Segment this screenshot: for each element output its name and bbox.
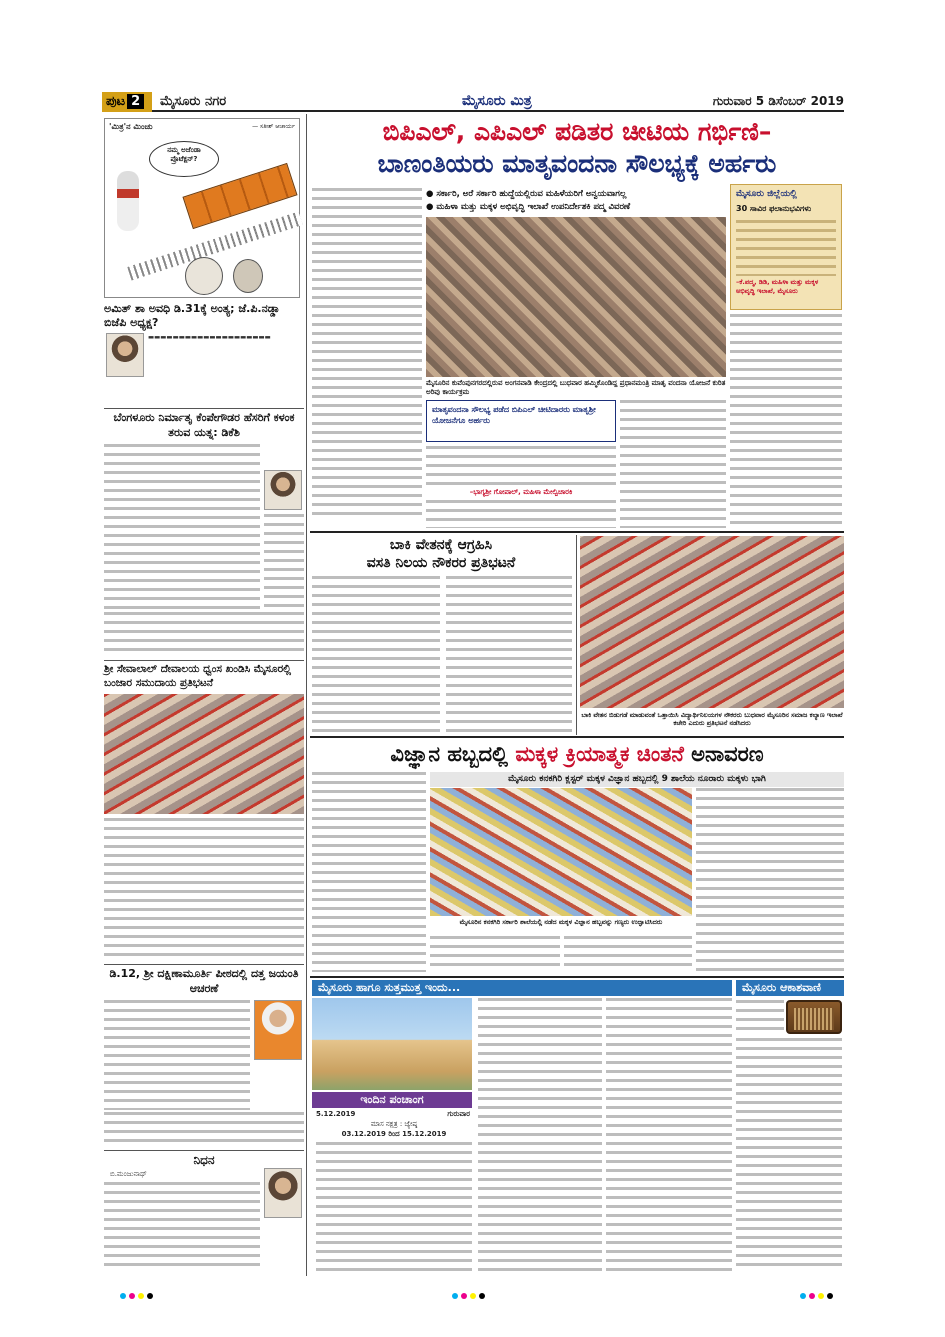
science-photo-caption: ಮೈಸೂರಿನ ಕನಕಗಿರಿ ಸರ್ಕಾರಿ ಶಾಲೆಯಲ್ಲಿ ನಡೆದ ಮಕ್ಕಳ ವಿಜ್ಞಾನ ಹಬ್ಬವನ್ನು ಗಣ್ಯರು ಉದ್ಘಾಟಿಸಿದರು [459, 918, 663, 926]
obituary-heading: ನಿಧನ [193, 1153, 215, 1167]
quote-box-text: 30 ಸಾವಿರ ಫಲಾನುಭವಿಗಳು [736, 204, 812, 213]
story-body [264, 514, 304, 612]
divider [104, 1150, 304, 1151]
lead-headline-line2: ಬಾಣಂತಿಯರು ಮಾತೃವಂದನಾ ಸೌಲಭ್ಯಕ್ಕೆ ಅರ್ಹರು [377, 149, 777, 178]
obituary-photo [264, 1168, 302, 1218]
registration-dots [452, 1284, 488, 1303]
science-fest-photo [430, 788, 692, 916]
story-headline: ಡಿ.12, ಶ್ರೀ ದಕ್ಷಿಣಾಮೂರ್ತಿ ಪೀಠದಲ್ಲಿ ದತ್ತ ಜಯಂತಿ ಆಚರಣೆ [109, 967, 299, 995]
protest-body-col2 [446, 576, 572, 732]
lead-body-col3 [620, 400, 726, 528]
panchanga-heading: ಇಂದಿನ ಪಂಚಾಂಗ [312, 1092, 472, 1108]
events-heading: ಮೈಸೂರು ಹಾಗೂ ಸುತ್ತಮುತ್ತ ಇಂದು... [312, 980, 732, 996]
inner-quote-title: ಮಾತೃವಂದನಾ ಸೌಲಭ್ಯ ಪಡೆದ ಬಿಪಿಎಲ್ ಚೀಟಿದಾರರು ಮಾತೃಶ್ರೀ ಯೋಜನೆಗೂ ಅರ್ಹರು [432, 405, 596, 425]
divider [104, 408, 304, 409]
section-name: ಮೈಸೂರು ನಗರ [160, 94, 227, 109]
science-headline-part3: ಅನಾವರಣ [683, 742, 764, 766]
quote-box-attribution: –ಕೆ.ಪದ್ಮ, ಡಿಡಿ, ಮಹಿಳಾ ಮತ್ತು ಮಕ್ಕಳ ಅಭಿವೃದ್ಧಿ ಇಲಾಖೆ, ಮೈಸೂರು [736, 278, 819, 295]
science-headline-part1: ವಿಜ್ಞಾನ ಹಬ್ಬದಲ್ಲಿ [390, 742, 516, 766]
science-body [430, 936, 560, 972]
lead-headline-line1: ಬಿಪಿಎಲ್, ಎಪಿಎಲ್ ಪಡಿತರ ಚೀಟಿಯ ಗರ್ಭಿಣಿ– [382, 117, 772, 146]
inner-quote-box [426, 400, 616, 442]
science-body-col1 [312, 772, 426, 972]
cartoon-title: 'ಮಿತ್ರ'ನ ಮಿಂಚು [109, 122, 153, 131]
panchanga-date: 5.12.2019 [316, 1110, 356, 1118]
lead-body-col4 [730, 314, 842, 528]
column-divider [306, 114, 307, 1276]
figure-drawing [233, 259, 263, 293]
page-label: ಪುಟ [106, 94, 126, 109]
figure-drawing [117, 171, 139, 231]
registration-dots [800, 1284, 836, 1303]
panchanga-month: ಮಾಸ ನಕ್ಷತ್ರ : ಜ್ಯೇಷ್ಠ [370, 1120, 418, 1128]
divider [104, 660, 304, 661]
page-badge [102, 92, 152, 112]
lead-bullet-1-text: ಸರ್ಕಾರಿ, ಅರೆ ಸರ್ಕಾರಿ ಹುದ್ದೆಯಲ್ಲಿರುವ ಮಹಿಳೆಯರಿಗೆ ಅನ್ವಯವಾಗಲ್ಲ [436, 189, 627, 199]
column-divider [576, 535, 577, 735]
mysore-palace-photo [312, 998, 472, 1090]
masthead [102, 92, 844, 112]
lead-bullet-2: ● ಮಹಿಳಾ ಮತ್ತು ಮಕ್ಕಳ ಅಭಿವೃದ್ಧಿ ಇಲಾಖೆ ಉಪನಿರ್ದೇಶಕಿ ಪದ್ಮ ವಿವರಣೆ [426, 202, 631, 212]
story-body [104, 612, 304, 656]
divider [104, 964, 304, 965]
story-headline: ಅಮಿತ್ ಶಾ ಅವಧಿ ಡಿ.31ಕ್ಕೆ ಅಂತ್ಯ; ಜೆ.ಪಿ.ನಡ್ಡಾ ಬಿಜೆಪಿ ಅಧ್ಯಕ್ಷ? [104, 302, 280, 329]
lead-body [426, 500, 616, 528]
story-body [104, 444, 260, 612]
events-body-col3 [606, 998, 732, 1272]
science-headline-part2: ಮಕ್ಕಳ ಕ್ರಿಯಾತ್ಮಕ ಚಿಂತನೆ [515, 742, 684, 766]
events-body-col2 [478, 998, 602, 1272]
lead-bullet-1: ● ಸರ್ಕಾರಿ, ಅರೆ ಸರ್ಕಾರಿ ಹುದ್ದೆಯಲ್ಲಿರುವ ಮಹಿಳೆಯರಿಗೆ ಅನ್ವಯವಾಗಲ್ಲ [426, 189, 627, 199]
story-headline: ಶ್ರೀ ಸೇವಾಲಾಲ್ ದೇವಾಲಯ ಧ್ವಂಸ ಖಂಡಿಸಿ ಮೈಸೂರಲ್ಲಿ ಬಂಜಾರ ಸಮುದಾಯ ಪ್ರತಿಭಟನೆ [104, 663, 292, 689]
protest-body-col1 [312, 576, 440, 732]
radio-heading: ಮೈಸೂರು ಆಕಾಶವಾಣಿ [736, 980, 844, 996]
swamiji-photo [254, 1000, 302, 1060]
cartoon-speech-bubble: ನಮ್ಮ ಅಜೆಂಡಾ ಪ್ರೊಟೆಕ್ಷನ್? [149, 141, 219, 177]
story-body: ▬▬▬▬▬▬▬▬▬▬▬▬▬▬▬▬▬▬▬▬ [148, 333, 271, 341]
protest-headline [310, 536, 572, 572]
anganwadi-event-photo [426, 217, 726, 377]
radio-schedule [736, 1000, 784, 1034]
portrait-photo [264, 470, 302, 510]
story-headline: ಬೆಂಗಳೂರು ನಿರ್ಮಾತೃ ಕೆಂಪೇಗೌಡರ ಹೆಸರಿಗೆ ಕಳಂಕ ತರುವ ಯತ್ನ: ಡಿಕೆಶಿ [113, 411, 295, 439]
lead-body-col1 [312, 188, 422, 516]
radio-grill [794, 1008, 834, 1030]
figure-drawing [185, 257, 223, 295]
inner-quote-attribution: –ಭಾಗ್ಯಶ್ರೀ ಗೋಪಾಲ್, ಮಹಿಳಾ ಮೇಲ್ವಿಚಾರಕಿ [469, 488, 573, 496]
radio-icon [786, 1000, 842, 1034]
registration-dots [120, 1284, 156, 1303]
lead-photo-caption: ಮೈಸೂರಿನ ಕುವೆಂಪುನಗರದಲ್ಲಿರುವ ಅಂಗನವಾಡಿ ಕೇಂದ್ರದಲ್ಲಿ ಬುಧವಾರ ಹಮ್ಮಿಕೊಂಡಿದ್ದ ಪ್ರಧಾನಮಂತ್ರಿ ಮಾತೃ ವಂದನಾ ಯೋಜನೆ ಕುರಿತ ಅರಿವು ಕಾರ್ಯಕ್ರಮ [426, 379, 726, 396]
inner-quote-body [426, 446, 616, 486]
divider [310, 736, 844, 738]
lead-bullet-2-text: ಮಹಿಳಾ ಮತ್ತು ಮಕ್ಕಳ ಅಭಿವೃದ್ಧಿ ಇಲಾಖೆ ಉಪನಿರ್ದೇಶಕಿ ಪದ್ಮ ವಿವರಣೆ [436, 202, 631, 212]
science-headline [310, 740, 844, 768]
quote-box-title: ಮೈಸೂರು ಜಿಲ್ಲೆಯಲ್ಲಿ [736, 189, 797, 199]
story-body [104, 1112, 304, 1148]
radio-schedule [736, 1038, 842, 1272]
story-body [104, 1000, 250, 1110]
obituary-name: ಬಿ.ಮಂಜುನಾಥ್ [110, 1170, 147, 1178]
lead-quote-box [730, 184, 842, 310]
cartoon-panel [104, 118, 300, 298]
quote-box-body [736, 220, 836, 276]
issue-date: ಗುರುವಾರ 5 ಡಿಸೆಂಬರ್ 2019 [712, 94, 844, 108]
portrait-photo [106, 333, 144, 377]
protest-photo-caption: ಬಾಕಿ ವೇತನ ಬಿಡುಗಡೆ ಮಾಡುವಂತೆ ಒತ್ತಾಯಿಸಿ ವಿದ್ಯಾರ್ಥಿನಿಲಯಗಳ ನೌಕರರು ಬುಧವಾರ ಮೈಸೂರಿನ ಸಮಾಜ ಕಲ್ಯಾಣ ಇಲಾಖೆ ಕಚೇರಿ ಎದುರು ಪ್ರತಿಭಟನೆ ನಡೆಸಿದರು [581, 711, 843, 727]
divider [310, 531, 844, 533]
protest-headline-line2: ವಸತಿ ನಿಲಯ ನೌಕರರ ಪ್ರತಿಭಟನೆ [366, 555, 516, 571]
hostel-staff-protest-photo [580, 536, 844, 708]
story-body [104, 380, 144, 406]
lead-headline [310, 116, 844, 184]
story-body [104, 1182, 260, 1272]
panchanga-body [316, 1142, 472, 1272]
science-subhead: ಮೈಸೂರು ಕನಕಗಿರಿ ಕ್ಲಸ್ಟರ್ ಮಕ್ಕಳ ವಿಜ್ಞಾನ ಹಬ್ಬದಲ್ಲಿ 9 ಶಾಲೆಯ ನೂರಾರು ಮಕ್ಕಳು ಭಾಗಿ [430, 772, 844, 787]
protest-photo [104, 694, 304, 814]
page-number: 2 [127, 94, 144, 109]
panchanga-weekday: ಗುರುವಾರ [447, 1110, 470, 1118]
science-body-col4 [696, 788, 844, 972]
science-body [564, 936, 692, 972]
panchanga-range: 03.12.2019 ರಿಂದ 15.12.2019 [341, 1130, 447, 1138]
divider [310, 976, 844, 978]
cartoon-artist: — ಸತೀಶ್ ಆಚಾರ್ಯ [252, 123, 295, 130]
paper-name: ಮೈಸೂರು ಮಿತ್ರ [462, 93, 532, 109]
story-body [104, 818, 304, 960]
protest-headline-line1: ಬಾಕಿ ವೇತನಕ್ಕೆ ಆಗ್ರಹಿಸಿ [389, 537, 493, 553]
